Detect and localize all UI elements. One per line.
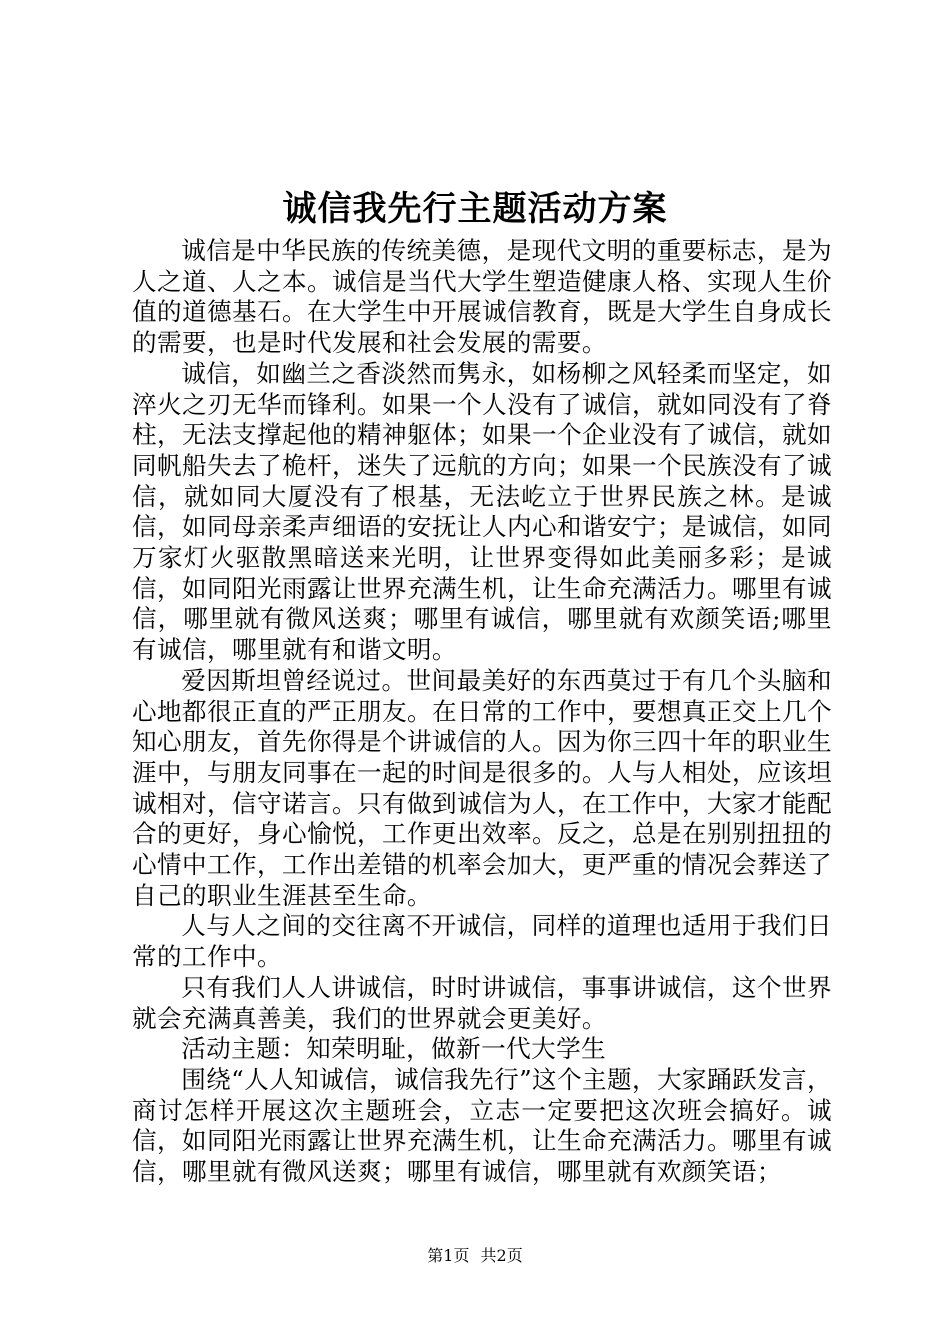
paragraph-integrity-metaphors: 诚信，如幽兰之香淡然而隽永，如杨柳之风轻柔而坚定，如淬火之刃无华而锋利。如果一个人没有了诚信，就如同没有了脊柱，无法支撑起他的精神躯体；如果一个企业没有了诚信，就如同帆船失去了桅杆，迷失了远航的方向；如果一个民族没有了诚信，就如同大厦没有了根基，无法屹立于世界民族之林。是诚信，如同母亲柔声细语的安抚让人内心和谐安宁；是诚信，如同万家灯火驱散黑暗送来光明，让世界变得如此美丽多彩；是诚信，如同阳光雨露让世界充满生机，让生命充满活力。哪里有诚信，哪里就有微风送爽；哪里有诚信，哪里就有欢颜笑语;哪里有诚信，哪里就有和谐文明。 (132, 358, 832, 665)
page-number-total: 共2页 (480, 1246, 523, 1265)
paragraph-discussion: 围绕“人人知诚信，诚信我先行”这个主题，大家踊跃发言，商讨怎样开展这次主题班会，立志一定要把这次班会搞好。诚信，如同阳光雨露让世界充满生机，让生命充满活力。哪里有诚信，哪里就有微风送爽；哪里有诚信，哪里就有欢颜笑语； (132, 1064, 832, 1187)
page-footer (0, 1245, 950, 1267)
paragraph-activity-theme: 活动主题：知荣明耻，做新一代大学生 (181, 1034, 607, 1064)
page-number-current: 第1页 (427, 1246, 470, 1265)
paragraph-better-world: 只有我们人人讲诚信，时时讲诚信，事事讲诚信，这个世界就会充满真善美，我们的世界就会更美好。 (132, 972, 832, 1033)
paragraph-interpersonal: 人与人之间的交往离不开诚信，同样的道理也适用于我们日常的工作中。 (132, 911, 832, 972)
document-body (132, 236, 832, 1188)
paragraph-intro: 诚信是中华民族的传统美德，是现代文明的重要标志，是为人之道、人之本。诚信是当代大学生塑造健康人格、实现人生价值的道德基石。在大学生中开展诚信教育，既是大学生自身成长的需要，也是时代发展和社会发展的需要。 (132, 236, 832, 358)
document-title: 诚信我先行主题活动方案 (282, 189, 668, 229)
paragraph-einstein-quote: 爱因斯坦曾经说过。世间最美好的东西莫过于有几个头脑和心地都很正直的严正朋友。在日常的工作中，要想真正交上几个知心朋友，首先你得是个讲诚信的人。因为你三四十年的职业生涯中，与朋友同事在一起的时间是很多的。人与人相处，应该坦诚相对，信守诺言。只有做到诚信为人，在工作中，大家才能配合的更好，身心愉悦，工作更出效率。反之，总是在别别扭扭的心情中工作，工作出差错的机率会加大，更严重的情况会葬送了自己的职业生涯甚至生命。 (132, 665, 832, 910)
